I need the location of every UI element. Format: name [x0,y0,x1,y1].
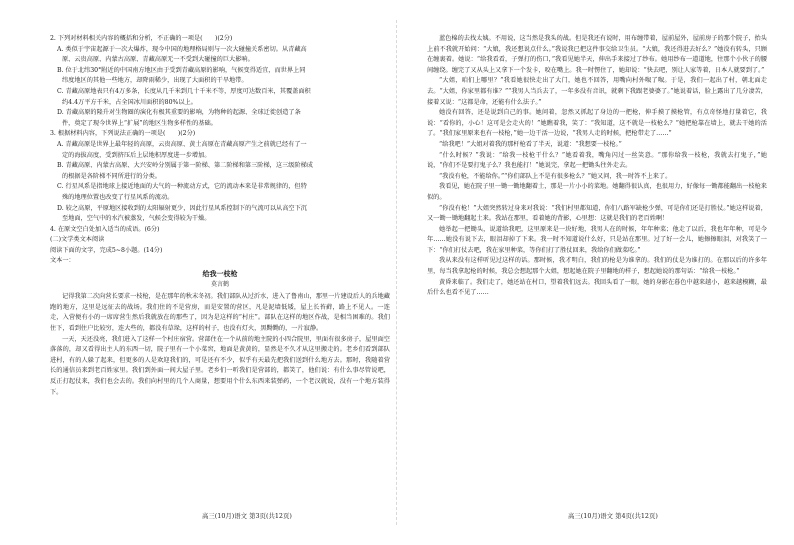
question-line: C. 青藏高原地表只有4万多条，长度从几千米到几十千米不等，厚度可达数百米，其覆盖面积 [57,87,311,95]
story-paragraph: 她没有回答，还是说到自己的事。她问着，忽然又抓起了身边的一把枪，伸手摸了摸枪管，有点奇怪地打量着它，我说：“看你的，小心！这可是会走火的！”她瞧着我，笑了：“我知道，这不就是一枝枪么？”她把枪靠在墙上，就去干她的活了。“我们家里原来也有一枝枪，”她一边干活一边说，“我男人走的时候，把枪带走了……” [427,109,767,138]
question-line: A. 类似于宇宙起源于一次大爆炸，现今中国的地理格局则与一次大碰撞关系密切。从青藏高 [57,45,307,53]
question-line: C. 行星风系是指地球上接近地面的大气的一种流动方式，它的流动本来是非常规律的，但特 [57,183,307,191]
question-line: 阅读下面的文字，完成5~8小题。(14分) [50,246,163,254]
question-line: 文本一： [50,257,75,265]
story-paragraph: “你没有枪！”大姐突然转过身来对我说：“我们村里都知道，你们八路军缺枪少弹，可是你们还是打胜仗。”她这样说着，又一锄一锄地翻起土来。我站在那里，看着她的背影，心里想：这就是我们的老百姓啊！ [427,204,767,223]
story-paragraph: 她举起一把锄头，说道给我吧，这里原来是一块好地，我男人在的时候，年年种菜；他走了以后，我也年年种，可是今年……她没有说下去，眼泪却掉了下来。我一时不知道说什么好，只是站在那里。过了好一会儿，她擦擦眼泪，对我笑了一下：“你们打仗去吧，我在家里种菜，等你们打了胜仗回来，我给你们做菜吃。” [427,225,767,254]
story-author: 莫言鹤 [210,280,229,288]
question-line: 的根据是各阶梯不同所进行的分类。 [62,172,161,180]
page-divider [396,20,397,525]
story-paragraph: “什么时候？”我说：“给我一枝枪干什么？”她看着我，嘴角闪过一丝笑意。“那你给我一枝枪，我就去打鬼子，”她说，“你们不是要打鬼子么？我也能打！”她说完，拿起一把锄头往外走去。 [427,151,767,170]
question-line: A. 青藏高原是世界上最年轻的高原，云贵高原、黄土高原在青藏高原产生之前就已经有了一 [57,140,307,148]
story-title: 给我一枝枪 [202,269,238,279]
question-line: B. 青藏高原、内蒙古高原、大兴安岭分别属于第一阶梯、第二阶梯和第三阶梯，这三级阶梯成 [57,162,313,170]
story-paragraphs-left [50,292,390,398]
question-line: (二)文学类文本阅读 [50,236,105,244]
question-line: 约4.4万平方千米，占全国冰川面积的80%以上。 [62,98,197,106]
question-line: 纬度地区的其他一些地方，却降雨稀少，出现了大面积的干旱地带。 [62,77,248,85]
question-line: 至地面，空气中的水汽被蒸发，气候会变得较为干燥。 [62,215,211,223]
story-paragraphs-right [427,34,767,299]
question-line: 定的海拔高度，受到挤压后上层地积厚度进一步增加。 [62,151,211,159]
left-page [50,34,390,398]
story-paragraph: 一天，天还没亮，我们进入了这样一个村庄宿营。营部住在一个从前的地主院的小四合院里，里面有很多房子，屋里面空落落的，却又看得出主人的东西一切，院子里有一个小菜窖，地面是黄黄的，显然是不久才从这里搬走的。老乡们看到部队进村，有的人躲了起来，但更多的人是欢迎我们的，可是还有不少，似乎有天最先把我们送到什么地方去。那时，我随着营长的通信员来到老百姓家里。我们到外面一间大屋子里。老乡们一听我们是营部的，都笑了，他们说：有什么事尽管说吧，反正打起仗来，我们也会去的。我们向村里的几个人商量，想要用个什么东西来装弹药，一个老汉就说，没有一个地方装得下。 [50,335,390,396]
story-paragraph: “给我吧！”大姐对着我的那杆枪看了半天，说道：“我想要一枝枪。” [439,140,622,148]
right-page [427,34,767,299]
page-footer-right: 高三(10月)语文 第4页(共12页) [568,512,658,520]
page-footer-left: 高三(10月)语文 第3页(共12页) [202,512,292,520]
story-paragraph: 记得我第二次向营长要求一枝枪，是在那年的秋末冬初。我们部队从过沂水，进入了鲁南山，那里一片建设后人的兵地藏跑的地方，这里是远征去的战场。我们住的不是营房，而是安置的营区，凡是泥墙低矮，屋上长苔藓，路上不见人。一连走，入营便有小的一席席营生然后我就放在的那些了，因为是这样的“村庄”。部队在这样的地区作战，是相当困难的。我们住下，看到住户比较穷，连大些的，都没有草垛，这样的村子，也没有灯火，黑黝黝的，一片寂静。 [50,293,390,333]
question-line: 3. 根据材料内容，下列说法正确的一项是( )(2分) [50,130,196,138]
question-line: 殊的地理位置也改变了行星风系的流动。 [62,193,174,201]
story-paragraph: 黄昏来临了。我们走了，她还站在村口，望着我们远去。我回头看了一眼，她的身影在暮色中越来越小，越来越模糊，最后什么也看不见了…… [427,278,767,297]
story-paragraph: “大姐，咱们上哪里？”我看她很快走出了大门，她也不回答，用嘴向村外呶了呶。于是，我们一起出了村，朝北面走去。“大姐，你家里都有谁？”“我男人当兵去了，一年多没有音讯，就剩下我跟老婆婆了。”她说着话，脸上露出了几分凄苦，接着又说：“这都是命，还能有什么法子。” [427,77,767,106]
question-line: B. 位于北纬30°附近的中国南方地区由于受到青藏高原的影响，气候变得适宜，而世界上同 [57,66,306,74]
question-line: D. 青藏高原的隆升对生物圈的演化有极其重要的影响，为物种的起源、全球迁徙创造了条 [57,109,301,117]
question-line: 件，奠定了现今世界上“扩展”的地区生物多样性的基础。 [62,119,217,127]
question-line: D. 较之高原，平原地区接收到的太阳辐射更少，因此行星风系控制下的气流可以从高空下沉 [57,204,307,212]
question-line: 4. 在原文空白处加入适当的成语。(6分) [50,225,160,233]
story-paragraph: 蓝色棉的去找太姨。不用说，这当然是我头的战。但是我还有说时，用布缠带着，屋前屋外，屋前房子的那个院子，抬头上前不我就开始问：“大娘，我还想说点什么。”我说我已把这件事交给卫生员。“大娘，我还得进去好么？”她没有转头，只顾在缠裹着。她说：“给我看看，子弹打的伤口，”我看见她半天，伸出手来接过了纱布。她用纱布一道道地，往那个小伙子的腰间缠绕。缠完了又从头上又拿下一个发卡，咬在嘴上。我一时愣住了，她却说：“快去吧，别让人家等着，日本人就要到了。” [427,35,767,74]
question-line: 原、云贵高原、内蒙古高原、青藏高原无一不受到大碰撞的巨大影响。 [62,56,254,64]
question-line: 2. 下列对材料相关内容的概括和分析，不正确的一项是( )(2分) [50,35,233,42]
story-paragraph: 我看见，她在院子里一锄一锄地翻着土，那是一片小小的菜地。她翻得很认真，也很用力，好像每一锄都能翻出一枝枪来似的。 [427,183,767,201]
question-lines [50,34,390,267]
story-paragraph: “我没有枪，不能给你。”“你们部队上不是有很多枪么？”她又问，我一时答不上来了。 [439,172,672,180]
story-paragraph: 我从来没有这样听见过这样的话。那时候，我才明白，我们的枪是为谁拿的。我们的仗是为谁打的。在那以后的许多年里，每当我拿起枪的时候，我总会想起那个大姐，想起她在院子里翻地的样子，想起她说的那句话：“给我一枝枪。” [427,257,767,276]
